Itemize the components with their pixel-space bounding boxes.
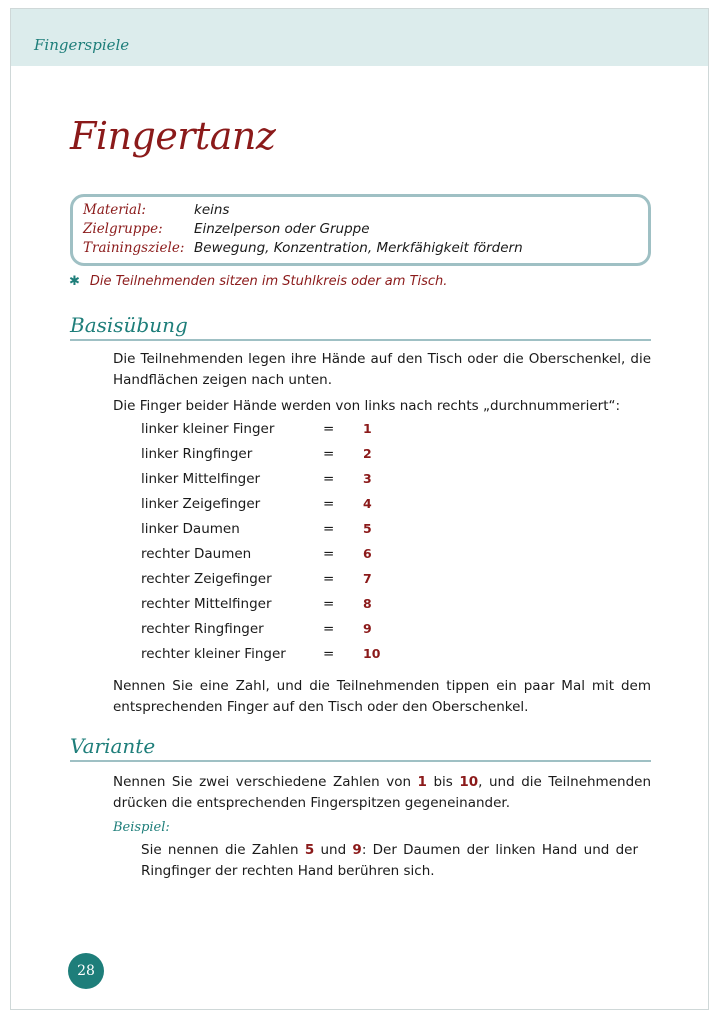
info-row-zielgruppe [83, 221, 370, 241]
finger-number: 10 [363, 646, 381, 661]
setup-note-text: Die Teilnehmenden sitzen im Stuhlkreis oder am Tisch. [89, 274, 448, 289]
finger-name: linker Ringfinger [141, 446, 253, 462]
variante-text-a: Nennen Sie zwei verschiedene Zahlen von [113, 774, 418, 790]
finger-number: 6 [363, 546, 372, 561]
basis-paragraph-1: Die Teilnehmenden legen ihre Hände auf den Tisch oder die Oberschenkel, die Handflächen zeigen nach unten. [113, 351, 651, 388]
zielgruppe-label: Zielgruppe: [83, 221, 163, 237]
finger-name: rechter kleiner Finger [141, 646, 286, 662]
info-box [70, 194, 651, 266]
variante-text-b: bis [426, 774, 460, 790]
page-title: Fingertanz [70, 114, 276, 158]
variante-number-1: 1 [417, 774, 427, 790]
finger-number: 4 [363, 496, 372, 511]
material-value: keins [194, 202, 230, 218]
finger-number: 7 [363, 571, 372, 586]
example-paragraph [141, 840, 638, 882]
section-heading-basisuebung: Basisübung [70, 313, 651, 341]
finger-name: rechter Zeigefinger [141, 571, 272, 587]
zielgruppe-value: Einzelperson oder Gruppe [194, 221, 370, 237]
equals-sign: = [323, 571, 335, 587]
example-number-1: 5 [304, 842, 315, 858]
example-text-b: und [314, 842, 353, 858]
equals-sign: = [323, 621, 335, 637]
finger-number: 1 [363, 421, 372, 436]
equals-sign: = [323, 496, 335, 512]
material-label: Material: [83, 202, 146, 218]
equals-sign: = [323, 546, 335, 562]
finger-name: linker Daumen [141, 521, 240, 537]
equals-sign: = [323, 596, 335, 612]
info-row-trainingsziele [83, 240, 523, 260]
variante-paragraph [113, 772, 651, 814]
finger-name: linker Mittelfinger [141, 471, 261, 487]
info-row-material [83, 202, 229, 222]
example-text-a: Sie nennen die Zahlen [141, 842, 305, 858]
example-text-c: : Der Daumen der linken Hand und der Ringfinger der rechten Hand berühren sich. [141, 842, 638, 879]
finger-number: 9 [363, 621, 372, 636]
equals-sign: = [323, 521, 335, 537]
equals-sign: = [323, 646, 335, 662]
setup-note [69, 274, 447, 289]
basis-paragraph-2: Die Finger beider Hände werden von links nach rechts „durchnummeriert“: [113, 398, 621, 414]
basis-paragraph-3: Nennen Sie eine Zahl, und die Teilnehmenden tippen ein paar Mal mit dem entsprechenden Finger auf den Tisch oder den Oberschenkel. [113, 678, 651, 715]
finger-name: rechter Ringfinger [141, 621, 264, 637]
finger-name: rechter Daumen [141, 546, 252, 562]
example-number-2: 9 [352, 842, 362, 858]
trainingsziele-value: Bewegung, Konzentration, Merkfähigkeit fördern [194, 240, 523, 256]
variante-number-2: 10 [459, 774, 479, 790]
finger-name: rechter Mittelfinger [141, 596, 272, 612]
finger-name: linker kleiner Finger [141, 421, 275, 437]
asterisk-icon: ✱ [69, 274, 80, 289]
finger-name: linker Zeigefinger [141, 496, 261, 512]
page-number: 28 [68, 953, 104, 989]
equals-sign: = [323, 471, 335, 487]
finger-number: 5 [363, 521, 372, 536]
running-head: Fingerspiele [34, 36, 130, 54]
variante-text-c: , und die Teilnehmenden drücken die entsprechenden Fingerspitzen gegeneinander. [113, 774, 651, 811]
equals-sign: = [323, 421, 335, 437]
finger-number: 3 [363, 471, 372, 486]
section-heading-variante: Variante [70, 734, 651, 762]
finger-number: 8 [363, 596, 372, 611]
example-label: Beispiel: [113, 820, 170, 835]
trainingsziele-label: Trainingsziele: [83, 240, 185, 256]
finger-number: 2 [363, 446, 372, 461]
equals-sign: = [323, 446, 335, 462]
